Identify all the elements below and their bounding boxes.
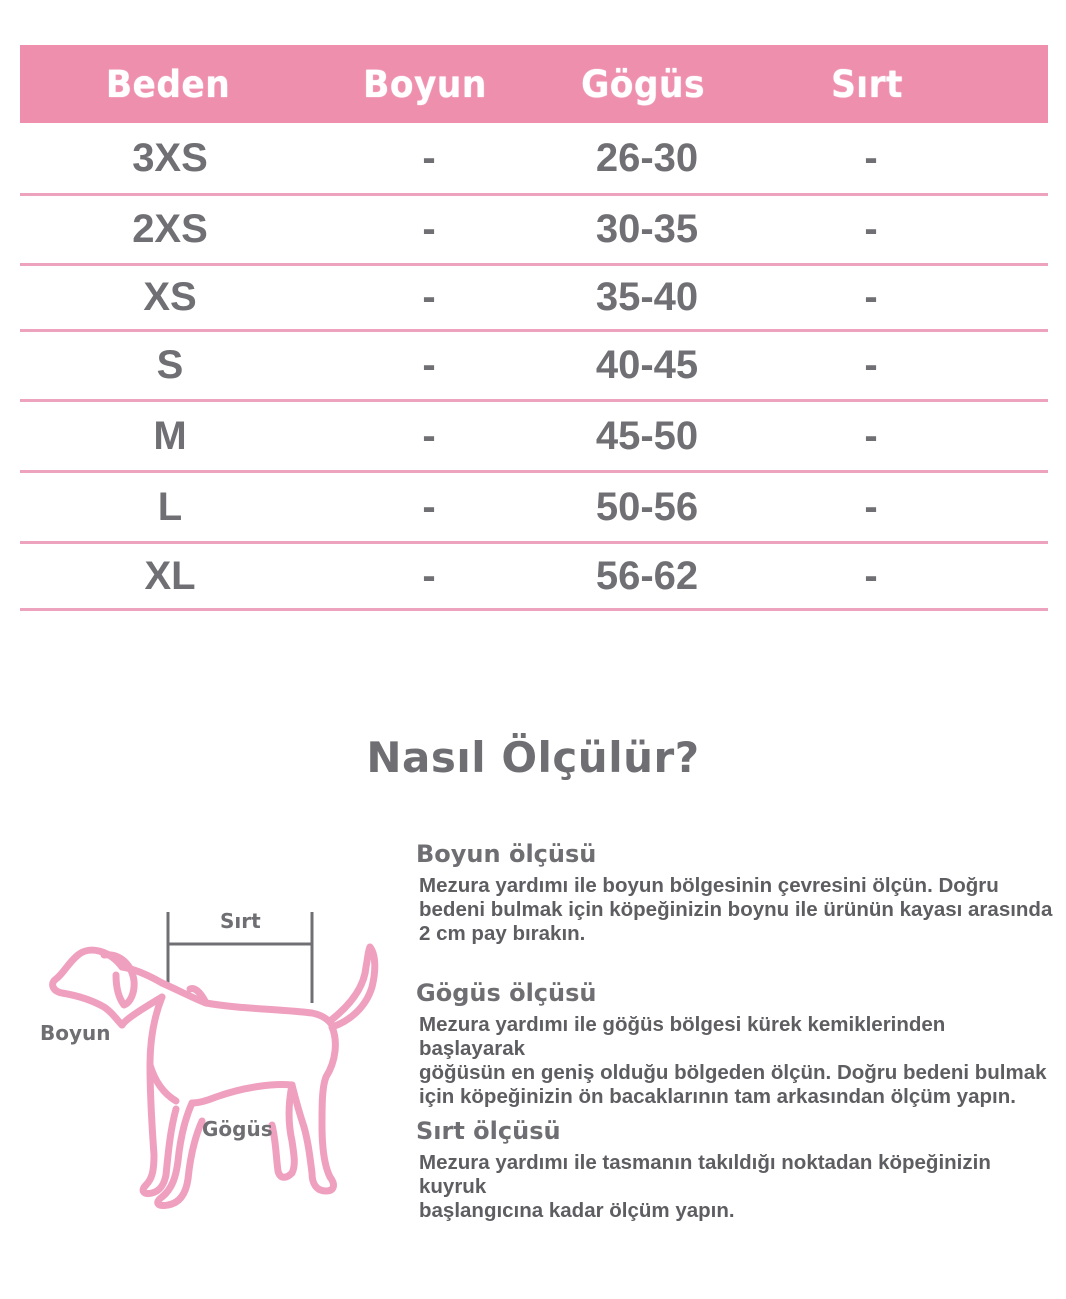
text-line: 2 cm pay bırakın. xyxy=(419,922,586,945)
cell-size: L xyxy=(157,484,183,529)
table-row xyxy=(20,544,1048,611)
cell-size: XL xyxy=(144,553,196,598)
cell-neck: - xyxy=(422,135,436,180)
header-beden: Beden xyxy=(105,62,231,106)
table-row xyxy=(20,123,1048,196)
cell-chest: 35-40 xyxy=(595,275,699,319)
table-row xyxy=(20,332,1048,402)
text-line: göğüsün en geniş olduğu bölgeden ölçün. Doğru bedeni bulmak xyxy=(419,1061,1047,1084)
text-line: için köpeğinizin ön bacaklarının tam arkasından ölçüm yapın. xyxy=(419,1085,1016,1108)
chest-measure-text xyxy=(416,1013,1056,1109)
diagram-label-chest: Gögüs xyxy=(202,1117,273,1141)
table-row xyxy=(20,402,1048,473)
cell-chest: 30-35 xyxy=(595,207,699,251)
cell-back: - xyxy=(864,413,878,458)
back-measure-section xyxy=(416,1117,1056,1223)
cell-size: M xyxy=(153,413,187,458)
cell-back: - xyxy=(864,553,878,598)
header-gogus: Gögüs xyxy=(581,62,705,106)
cell-size: 2XS xyxy=(132,207,208,251)
text-line: Mezura yardımı ile tasmanın takıldığı noktadan köpeğinizin kuyruk xyxy=(419,1151,991,1198)
cell-size: 3XS xyxy=(132,135,208,180)
dog-measure-diagram xyxy=(30,895,390,1215)
cell-neck: - xyxy=(422,343,436,387)
cell-neck: - xyxy=(422,484,436,529)
table-header xyxy=(20,45,1048,123)
cell-neck: - xyxy=(422,207,436,251)
cell-chest: 56-62 xyxy=(595,553,699,598)
back-measure-text xyxy=(416,1151,1056,1223)
neck-measure-section xyxy=(416,840,1056,946)
cell-chest: 50-56 xyxy=(595,484,699,529)
table-row xyxy=(20,266,1048,332)
cell-back: - xyxy=(864,207,878,251)
cell-chest: 26-30 xyxy=(595,135,699,180)
neck-measure-title: Boyun ölçüsü xyxy=(416,840,597,868)
header-boyun: Boyun xyxy=(363,62,487,106)
diagram-label-neck: Boyun xyxy=(40,1021,111,1045)
chest-measure-section xyxy=(416,979,1056,1109)
size-table xyxy=(20,45,1048,611)
cell-back: - xyxy=(864,343,878,387)
cell-chest: 45-50 xyxy=(595,413,699,458)
diagram-label-back: Sırt xyxy=(220,909,261,933)
table-row xyxy=(20,473,1048,544)
header-sirt: Sırt xyxy=(831,62,903,106)
cell-size: XS xyxy=(143,275,197,319)
cell-neck: - xyxy=(422,413,436,458)
table-row xyxy=(20,196,1048,266)
text-line: Mezura yardımı ile boyun bölgesinin çevresini ölçün. Doğru xyxy=(419,874,999,897)
text-line: bedeni bulmak için köpeğinizin boynu ile ürünün kayası arasında xyxy=(419,898,1053,921)
cell-chest: 40-45 xyxy=(595,343,699,387)
dog-outline-icon xyxy=(30,895,390,1215)
neck-measure-text xyxy=(416,874,1056,946)
cell-size: S xyxy=(156,343,184,387)
cell-neck: - xyxy=(422,275,436,319)
cell-back: - xyxy=(864,275,878,319)
text-line: başlangıcına kadar ölçüm yapın. xyxy=(419,1199,735,1222)
text-line: Mezura yardımı ile göğüs bölgesi kürek kemiklerinden başlayarak xyxy=(419,1013,946,1060)
chest-measure-title: Gögüs ölçüsü xyxy=(416,979,597,1007)
cell-back: - xyxy=(864,135,878,180)
back-measure-title: Sırt ölçüsü xyxy=(416,1117,561,1145)
how-to-measure-title: Nasıl Ölçülür? xyxy=(366,733,700,782)
cell-back: - xyxy=(864,484,878,529)
cell-neck: - xyxy=(422,553,436,598)
